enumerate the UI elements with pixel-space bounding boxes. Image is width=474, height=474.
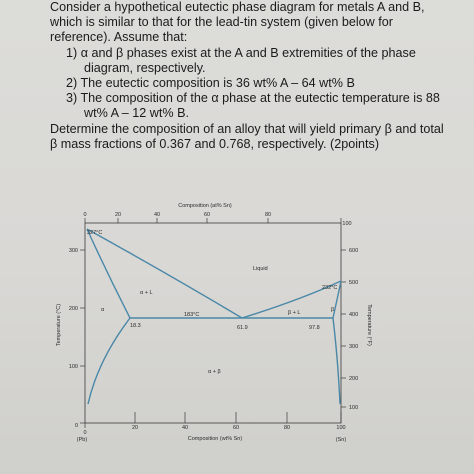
left-tick-0: 0 xyxy=(74,423,78,429)
label-beta-l: β + L xyxy=(288,310,301,316)
phase-boundaries xyxy=(87,229,341,404)
task-line-2: β mass fractions of 0.367 and 0.768, respectively. (2points) xyxy=(50,136,380,151)
task-line-1: Determine the composition of an alloy that will yield primary β and total xyxy=(50,121,444,136)
sn-label: (Sn) xyxy=(335,437,347,443)
bottom-axis-ticks xyxy=(85,412,341,428)
label-alpha-l: α + L xyxy=(140,290,153,296)
plot-frame xyxy=(85,223,341,423)
label-97-8: 97.8 xyxy=(309,325,320,331)
pb-label: (Pb) xyxy=(76,437,88,443)
label-beta: β xyxy=(331,307,335,313)
label-alpha: α xyxy=(101,307,105,313)
right-tick-200: 200 xyxy=(349,376,359,382)
intro-line-2: which is similar to that for the lead-tin system (given below for xyxy=(50,15,393,30)
label-liquid: Liquid xyxy=(253,266,268,272)
bottom-tick-100: 100 xyxy=(336,425,346,431)
bottom-tick-80: 80 xyxy=(283,425,291,431)
label-61-9: 61.9 xyxy=(237,325,248,331)
top-tick-80: 80 xyxy=(264,212,272,218)
top-tick-0: 0 xyxy=(83,212,87,218)
assumption-2: 2) The eutectic composition is 36 wt% A – 64 wt% B xyxy=(66,76,355,91)
left-axis-ticks xyxy=(80,250,85,423)
intro-line-3: reference). Assume that: xyxy=(50,30,188,45)
label-327c: 327°C xyxy=(87,230,103,236)
label-232c: 232°C xyxy=(322,285,338,291)
top-tick-60: 60 xyxy=(203,212,211,218)
top-tick-100: 100 xyxy=(342,221,352,227)
top-axis-title: Composition (at% Sn) xyxy=(178,203,232,209)
label-18-3: 18.3 xyxy=(130,323,141,329)
label-alpha-beta: α + β xyxy=(208,369,221,375)
bottom-tick-0: 0 xyxy=(83,430,87,436)
bottom-axis-title: Composition (wt% Sn) xyxy=(187,436,243,442)
solidus-left xyxy=(87,229,130,318)
top-axis-ticks xyxy=(85,218,341,223)
liquidus-left xyxy=(87,229,242,318)
top-tick-20: 20 xyxy=(114,212,122,218)
right-tick-100: 100 xyxy=(349,405,359,411)
top-tick-40: 40 xyxy=(153,212,161,218)
label-183c: 183°C xyxy=(184,312,200,318)
bottom-tick-20: 20 xyxy=(131,425,139,431)
bottom-tick-60: 60 xyxy=(232,425,240,431)
bottom-tick-40: 40 xyxy=(181,425,189,431)
left-tick-200: 200 xyxy=(68,306,78,312)
left-axis-title: Temperature (°C) xyxy=(56,303,62,347)
phase-diagram xyxy=(0,196,474,474)
solvus-right xyxy=(333,318,340,404)
assumption-3-line-2: wt% A – 12 wt% B. xyxy=(84,106,189,121)
right-axis-ticks xyxy=(341,250,346,407)
right-tick-400: 400 xyxy=(349,312,359,318)
intro-line-1: Consider a hypothetical eutectic phase diagram for metals A and B, xyxy=(50,0,425,14)
question-text xyxy=(50,0,470,152)
assumption-1-line-1: 1) α and β phases exist at the A and B extremities of the phase xyxy=(66,45,416,60)
right-axis-title: Temperature (°F) xyxy=(366,304,372,346)
left-tick-100: 100 xyxy=(68,364,78,370)
right-tick-500: 500 xyxy=(349,280,359,286)
assumption-3-line-1: 3) The composition of the α phase at the eutectic temperature is 88 xyxy=(66,91,440,106)
left-tick-300: 300 xyxy=(68,248,78,254)
solvus-left xyxy=(88,318,130,404)
right-tick-600: 600 xyxy=(349,248,359,254)
right-tick-300: 300 xyxy=(349,344,359,350)
assumption-1-line-2: diagram, respectively. xyxy=(84,60,206,75)
phase-diagram-svg xyxy=(0,196,474,474)
